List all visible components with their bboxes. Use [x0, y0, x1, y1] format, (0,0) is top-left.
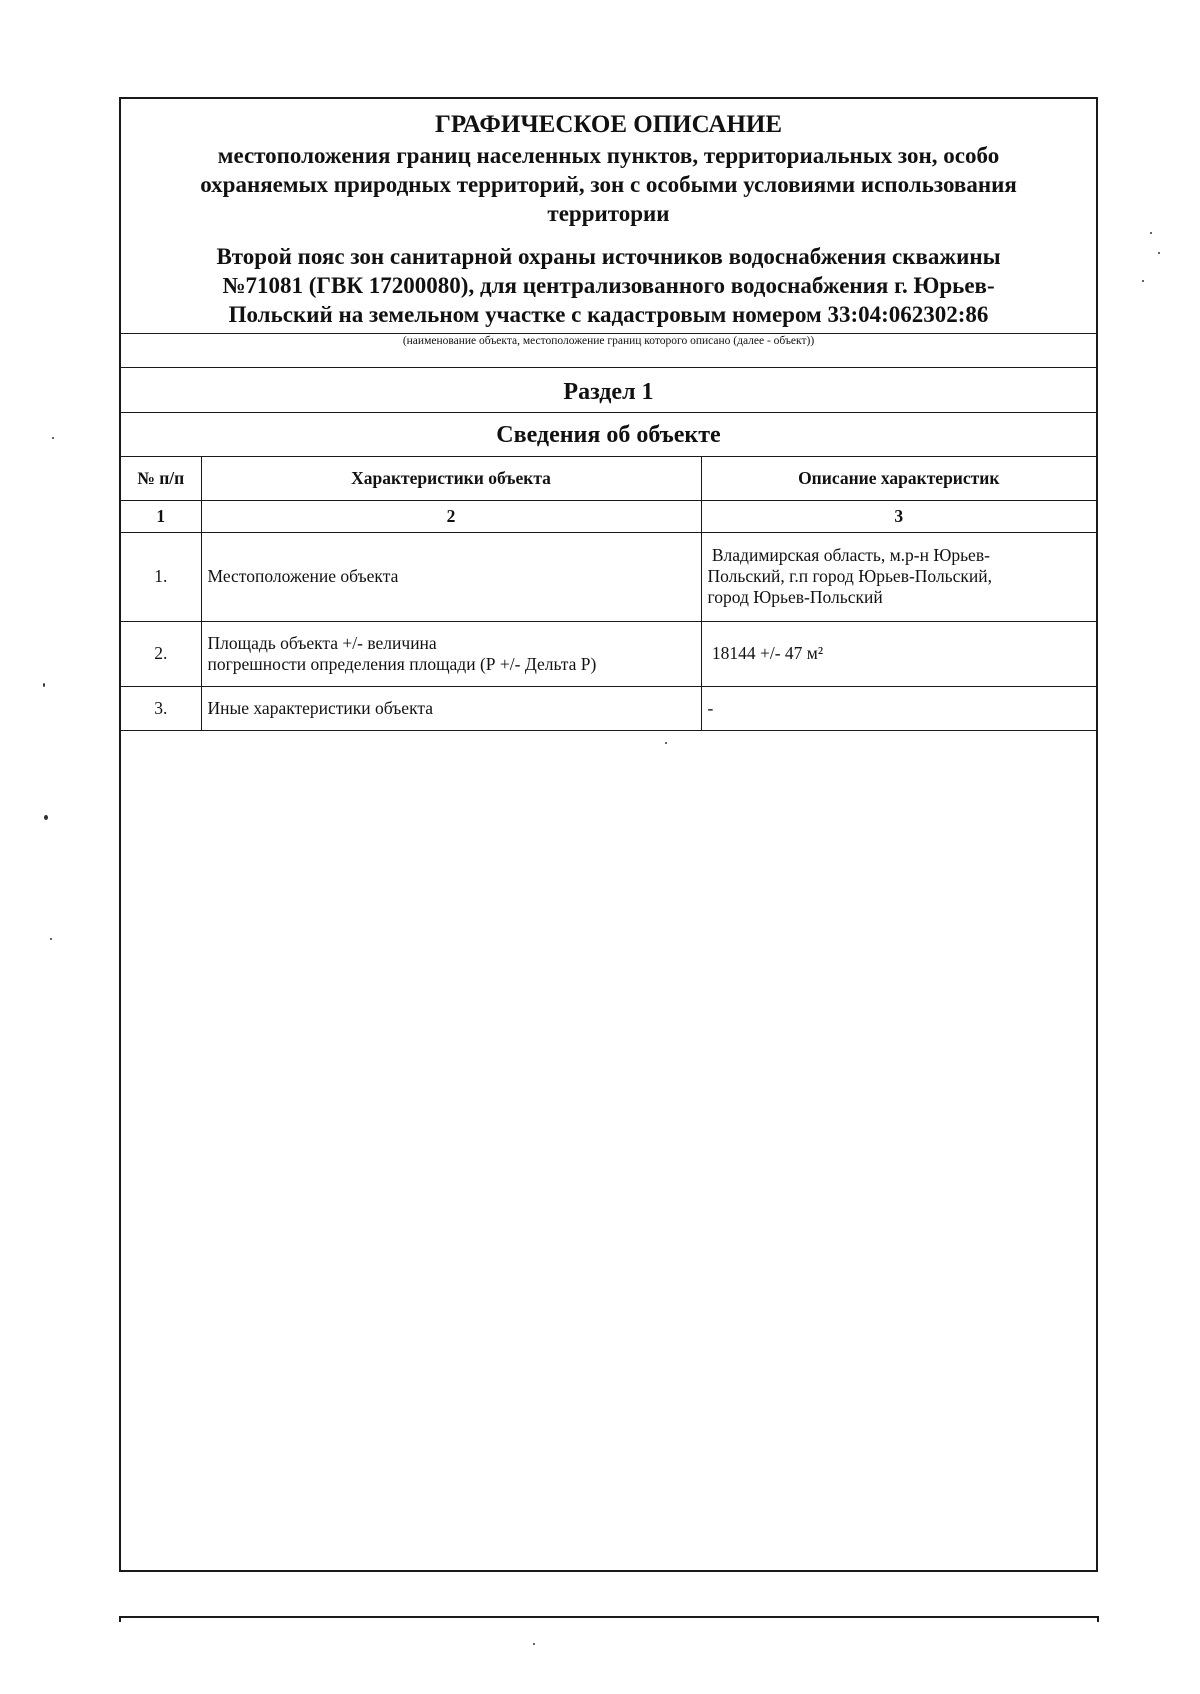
divider-line: [121, 412, 1096, 413]
row-description: [701, 621, 1096, 686]
document-title: ГРАФИЧЕСКОЕ ОПИСАНИЕ: [434, 111, 783, 138]
divider-line: [121, 367, 1096, 368]
characteristic-line: Площадь объекта +/- величина: [207, 632, 437, 653]
row-number: 2.: [121, 621, 201, 686]
subtitle-line: местоположения границ населенных пунктов, территориальных зон, особо: [217, 143, 1000, 168]
row-number: 1.: [121, 532, 201, 621]
scan-speck: [665, 742, 667, 744]
table-row: [121, 686, 1096, 730]
header-cell-description: Описание характеристик: [701, 457, 1096, 500]
object-name-line: Второй пояс зон санитарной охраны источников водоснабжения скважины: [216, 244, 1001, 269]
scan-speck: [52, 437, 54, 439]
header-cell-characteristic: Характеристики объекта: [201, 457, 701, 500]
section-title: Сведения об объекте: [496, 422, 721, 448]
description-line: город Юрьев-Польский: [707, 587, 883, 607]
table-header-row: [121, 457, 1096, 500]
scan-speck: [533, 1643, 535, 1645]
section-label: Раздел 1: [563, 379, 654, 405]
table-row: [121, 532, 1096, 621]
characteristic-line: Иные характеристики объекта: [207, 697, 433, 718]
header-cell-number: № п/п: [121, 457, 201, 500]
column-number-row: [121, 500, 1096, 532]
column-number: 1: [121, 500, 201, 532]
object-name-line: Польский на земельном участке с кадастровым номером 33:04:062302:86: [228, 302, 989, 327]
document-subtitle: [131, 141, 1086, 228]
subtitle-line: охраняемых природных территорий, зон с особыми условиями использования: [200, 172, 1017, 197]
object-name: [131, 242, 1086, 329]
description-line: Польский, г.п город Юрьев-Польский,: [707, 566, 993, 586]
subtitle-line: территории: [547, 201, 670, 226]
scan-speck: [43, 683, 45, 687]
footer-rule: [119, 1616, 1099, 1618]
row-characteristic: [201, 621, 701, 686]
scan-speck: [1142, 280, 1144, 282]
scan-speck: [1150, 232, 1152, 234]
row-number: 3.: [121, 686, 201, 730]
footer-tick: [1097, 1616, 1099, 1622]
object-name-line: №71081 (ГВК 17200080), для централизованного водоснабжения г. Юрьев-: [222, 273, 995, 298]
document-header: [121, 99, 1096, 333]
scan-speck: [50, 938, 52, 940]
footer-tick: [119, 1616, 121, 1622]
row-description: [701, 532, 1096, 621]
row-description: [701, 686, 1096, 730]
characteristic-line: Местоположение объекта: [207, 566, 399, 586]
characteristic-line: погрешности определения площади (Р +/- Дельта Р): [207, 653, 597, 674]
column-number: 2: [201, 500, 701, 532]
document-frame: [119, 97, 1098, 1572]
column-number: 3: [701, 500, 1096, 532]
description-line: -: [707, 697, 714, 718]
table-row: [121, 621, 1096, 686]
scan-speck: [44, 815, 48, 820]
description-line: 18144 +/- 47 м²: [707, 643, 824, 663]
description-line: Владимирская область, м.р-н Юрьев-: [707, 545, 990, 565]
object-name-caption: (наименование объекта, местоположение границ которого описано (далее - объект)): [402, 335, 815, 347]
object-info-table: [121, 457, 1096, 731]
row-characteristic: [201, 532, 701, 621]
scan-speck: [1158, 252, 1160, 254]
row-characteristic: [201, 686, 701, 730]
